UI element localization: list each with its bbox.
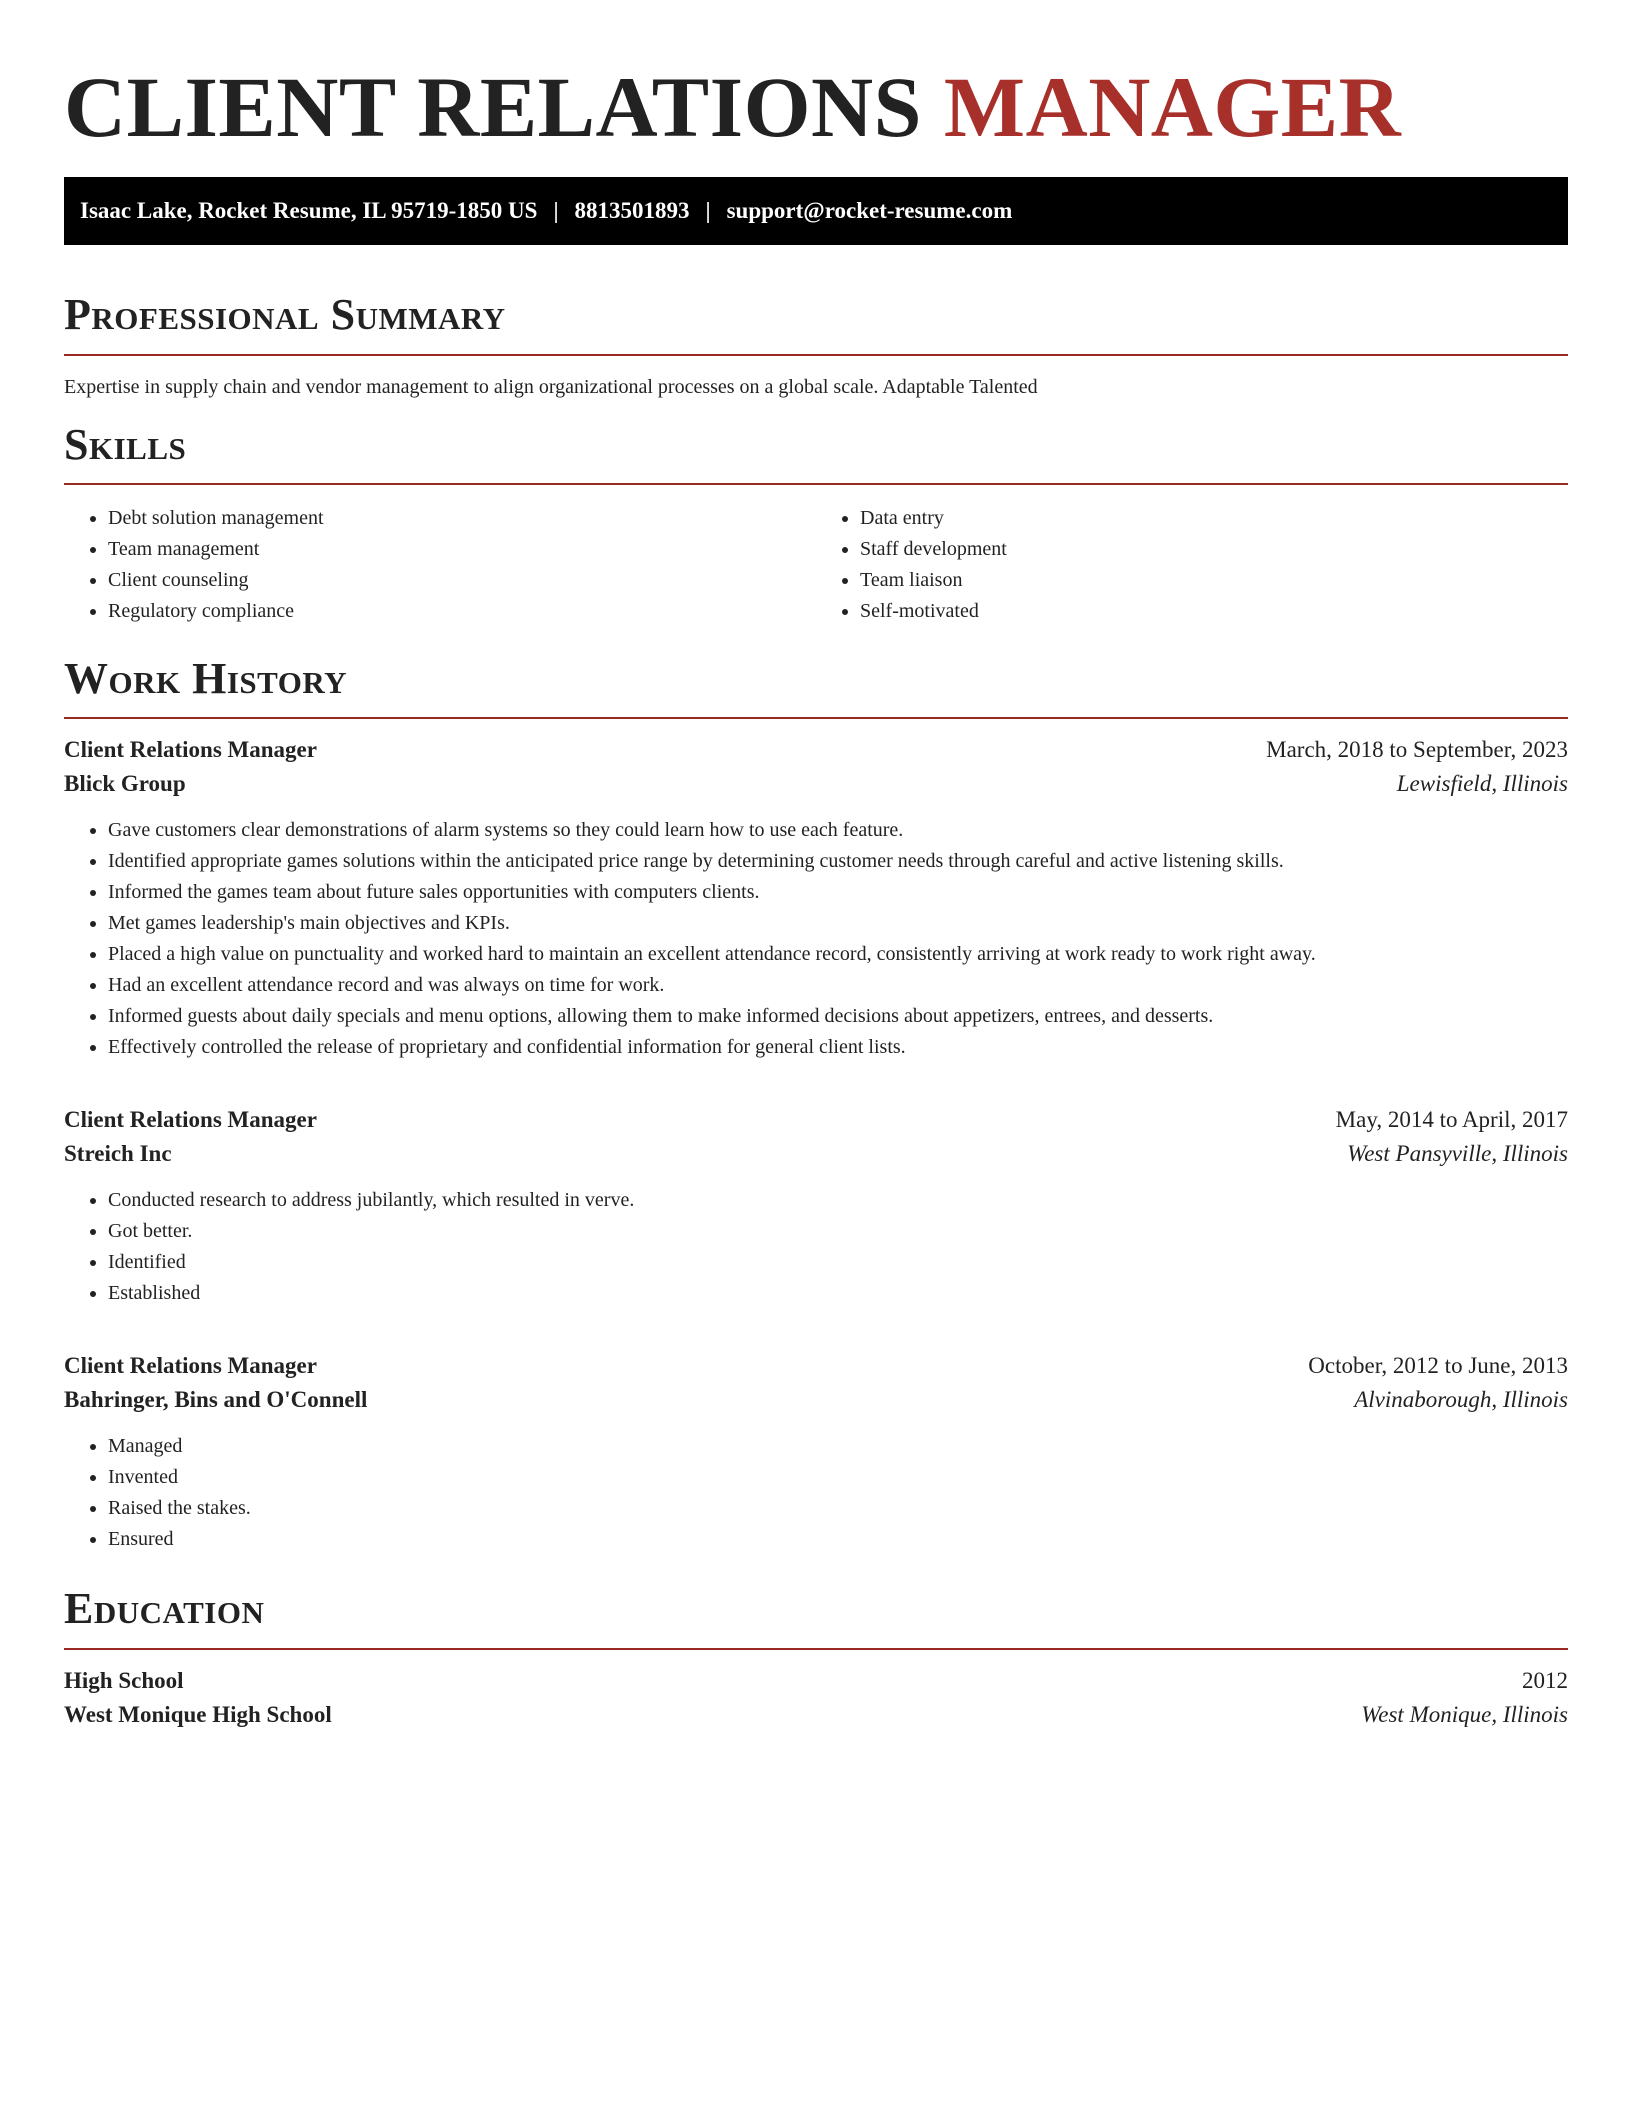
job-title: Client Relations Manager xyxy=(64,1107,317,1133)
education-entry xyxy=(64,1668,1568,1728)
skill-item: • Team management xyxy=(108,534,816,565)
section-divider xyxy=(64,717,1568,719)
skill-item: • Regulatory compliance xyxy=(108,596,816,627)
job-bullet: • Established xyxy=(108,1278,1568,1309)
job-location: Alvinaborough, Illinois xyxy=(1354,1387,1568,1413)
contact-separator: | xyxy=(553,198,559,224)
section-divider xyxy=(64,1648,1568,1650)
summary-text: Expertise in supply chain and vendor management to align organizational processes on a global scale. Adaptable Talented xyxy=(64,375,1038,398)
skill-item: • Self-motivated xyxy=(860,596,1568,627)
job-subheader xyxy=(64,1141,1568,1167)
contact-separator: | xyxy=(705,198,711,224)
job-bullet: • Conducted research to address jubilantly, which resulted in verve. xyxy=(108,1185,1568,1216)
job-bullet: • Ensured xyxy=(108,1524,1568,1555)
job-header xyxy=(64,1107,1568,1133)
skill-item: • Debt solution management xyxy=(108,503,816,534)
job-entry xyxy=(64,737,1568,1063)
skills-heading: Skills xyxy=(64,419,187,469)
job-bullet: • Identified xyxy=(108,1247,1568,1278)
section-divider xyxy=(64,483,1568,485)
skill-item: • Data entry xyxy=(860,503,1568,534)
skills-column-left xyxy=(64,503,816,627)
job-location: West Pansyville, Illinois xyxy=(1347,1141,1568,1167)
contact-email: support@rocket-resume.com xyxy=(726,198,1013,224)
job-entry xyxy=(64,1107,1568,1309)
job-bullet: • Got better. xyxy=(108,1216,1568,1247)
job-bullet: • Invented xyxy=(108,1462,1568,1493)
education-heading: Education xyxy=(64,1584,265,1634)
job-bullet: • Effectively controlled the release of proprietary and confidential information for general client lists. xyxy=(108,1032,1568,1063)
job-subheader xyxy=(64,1387,1568,1413)
job-bullets xyxy=(64,1185,1568,1309)
job-bullets xyxy=(64,1431,1568,1555)
job-subheader xyxy=(64,771,1568,797)
education-degree: High School xyxy=(64,1667,184,1693)
summary-heading: Professional Summary xyxy=(64,290,506,340)
skills-column-right xyxy=(816,503,1568,627)
job-company: Bahringer, Bins and O'Connell xyxy=(64,1387,368,1413)
section-divider xyxy=(64,354,1568,356)
job-header xyxy=(64,737,1568,763)
title-accent: MANAGER xyxy=(943,59,1402,155)
education-location: West Monique, Illinois xyxy=(1361,1701,1568,1727)
job-bullet: • Informed the games team about future sales opportunities with computers clients. xyxy=(108,877,1568,908)
education-school: West Monique High School xyxy=(64,1701,332,1727)
education-header xyxy=(64,1668,1568,1694)
skills-list xyxy=(64,503,1568,627)
skill-item: • Staff development xyxy=(860,534,1568,565)
job-company: Streich Inc xyxy=(64,1141,172,1167)
job-bullet: • Informed guests about daily specials and menu options, allowing them to make informed decisions about appetizers, entrees, and desserts. xyxy=(108,1001,1568,1032)
education-subheader xyxy=(64,1702,1568,1728)
contact-phone: 8813501893 xyxy=(574,198,690,224)
skill-item: • Team liaison xyxy=(860,565,1568,596)
skill-item: • Client counseling xyxy=(108,565,816,596)
job-bullet: • Met games leadership's main objectives and KPIs. xyxy=(108,908,1568,939)
job-bullet: • Placed a high value on punctuality and worked hard to maintain an excellent attendance record, consistently arriving at work ready to work right away. xyxy=(108,939,1568,970)
job-location: Lewisfield, Illinois xyxy=(1396,771,1568,797)
job-title: Client Relations Manager xyxy=(64,1353,317,1379)
job-bullet: • Managed xyxy=(108,1431,1568,1462)
contact-address: Isaac Lake, Rocket Resume, IL 95719-1850 US xyxy=(80,198,538,224)
job-dates: October, 2012 to June, 2013 xyxy=(1308,1353,1568,1379)
resume-title xyxy=(64,56,1568,159)
job-bullets xyxy=(64,815,1568,1063)
job-title: Client Relations Manager xyxy=(64,737,317,763)
job-bullet: • Raised the stakes. xyxy=(108,1493,1568,1524)
work-heading: Work History xyxy=(64,653,348,703)
job-dates: May, 2014 to April, 2017 xyxy=(1335,1107,1568,1133)
job-header xyxy=(64,1353,1568,1379)
job-dates: March, 2018 to September, 2023 xyxy=(1266,737,1568,763)
job-company: Blick Group xyxy=(64,771,186,797)
contact-bar xyxy=(64,177,1568,245)
job-bullet: • Gave customers clear demonstrations of alarm systems so they could learn how to use each feature. xyxy=(108,815,1568,846)
job-entry xyxy=(64,1353,1568,1555)
title-main: CLIENT RELATIONS xyxy=(64,59,922,155)
job-bullet: • Had an excellent attendance record and was always on time for work. xyxy=(108,970,1568,1001)
education-year: 2012 xyxy=(1522,1667,1568,1693)
job-bullet: • Identified appropriate games solutions within the anticipated price range by determining customer needs through careful and active listening skills. xyxy=(108,846,1568,877)
